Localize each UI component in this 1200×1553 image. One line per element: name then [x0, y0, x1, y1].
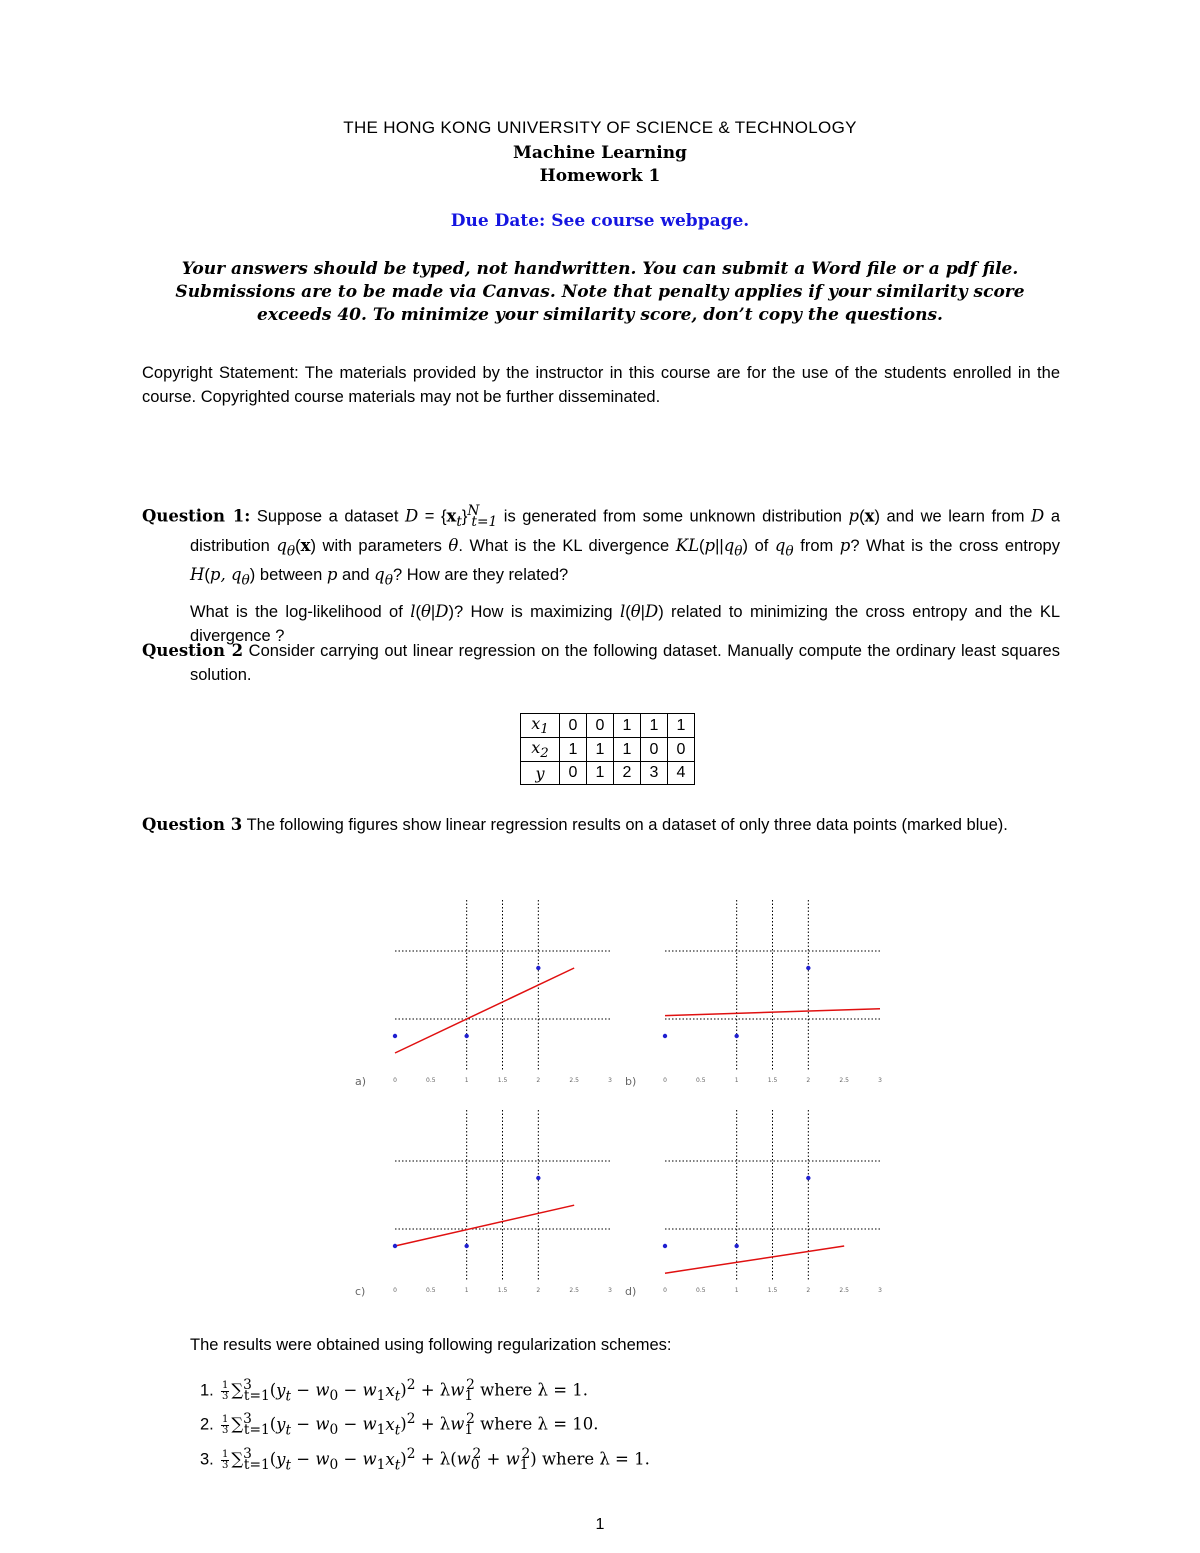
x-tick-label: 1.5 [497, 1287, 508, 1294]
table-cell: 1 [614, 738, 641, 762]
table-cell: 1 [668, 714, 695, 738]
data-point [464, 1244, 468, 1248]
regression-line [395, 968, 574, 1053]
x-tick-label: 0.5 [426, 1287, 436, 1294]
q2-text: Consider carrying out linear regression on the following dataset. Manually compute the ordinary least squares solution. [190, 642, 1060, 684]
data-point [536, 1176, 540, 1180]
table-cell: 3 [641, 762, 668, 785]
data-point [806, 1176, 810, 1180]
results-intro: The results were obtained using following regularization schemes: [190, 1336, 672, 1354]
data-point [734, 1034, 738, 1038]
data-point [806, 966, 810, 970]
q1-text: from [800, 536, 834, 555]
panel-label: a) [355, 1075, 367, 1088]
q3-text: The following figures show linear regression results on a dataset of only three data points (marked blue). [246, 816, 1008, 834]
x-tick-label: 3 [608, 1287, 612, 1294]
x-tick-label: 1 [464, 1077, 469, 1084]
instructions [0, 258, 1200, 327]
question-label: Question 1: [142, 506, 251, 526]
q1-text: ? What is the cross entropy [850, 536, 1060, 555]
question-2 [142, 639, 1060, 687]
q1-text: between [259, 566, 323, 585]
due-date: Due Date: See course webpage. [450, 211, 750, 231]
x-tick-label: 0 [393, 1077, 397, 1084]
regression-line [665, 1246, 844, 1273]
x-tick-label: 0 [393, 1287, 397, 1294]
row-header: y [521, 762, 560, 785]
table-cell: 1 [587, 762, 614, 785]
table-cell: 0 [560, 762, 587, 785]
table-cell: 1 [641, 714, 668, 738]
x-tick-label: 3 [878, 1287, 882, 1294]
regression-figures [340, 885, 900, 1305]
scheme-number: 2. [200, 1415, 214, 1434]
data-point [464, 1034, 468, 1038]
data-point [536, 966, 540, 970]
instruction-line: Your answers should be typed, not handwritten. You can submit a Word file or a pdf file. [181, 259, 1019, 279]
scheme-2: 2. $\frac{1}{3}$ $\sum^3_{t=1}(y_t - w_0 - w_1x_t)^2 + \lambda w_1^2$ where λ = 10. [200, 1411, 599, 1438]
q1-text: and [342, 566, 370, 585]
dataset-table [520, 713, 695, 785]
assignment-title: Homework 1 [539, 166, 661, 186]
scheme-number: 1. [200, 1381, 214, 1400]
question-1: Question 1: Suppose a dataset $D = \{x_t\}^N_{t=1}$ is generated from some unknown distribution p(x) and we learn from D a distribution $q_\theta(x)$ with parameters θ. What is the KL divergence $KL(p||q_\theta)$ of $q_\theta$ from p? What is the cross entropy H(p, $q_\theta$) between p and $q_\theta$? How are they related? What is the log-likelihood of l(θ|D)? How is maximizing l(θ|D) related to minimizing the cross entropy and the KL divergence ? [142, 503, 1060, 646]
x-tick-label: 2.5 [569, 1287, 579, 1294]
scheme-condition: where λ = 1. [480, 1380, 589, 1400]
q1-text: and we learn from [886, 507, 1025, 526]
q1-text: with parameters [322, 536, 442, 555]
x-tick-label: 2.5 [839, 1077, 849, 1084]
x-tick-label: 0.5 [696, 1077, 706, 1084]
x-tick-label: 1.5 [767, 1077, 778, 1084]
panel-label: d) [625, 1285, 637, 1298]
x-tick-label: 1.5 [497, 1077, 508, 1084]
scheme-condition: where λ = 1. [541, 1449, 650, 1469]
table-cell: 0 [587, 714, 614, 738]
x-tick-label: 3 [608, 1077, 612, 1084]
table-cell: 1 [587, 738, 614, 762]
q1-text: . What is the KL divergence [458, 536, 670, 555]
q1-text: ? How is maximizing [453, 603, 613, 622]
regression-line [395, 1205, 574, 1246]
scheme-condition: where λ = 10. [480, 1414, 599, 1434]
x-tick-label: 0 [663, 1077, 667, 1084]
q1-text: is generated from some unknown distribution [503, 507, 842, 526]
scheme-3: 3. $\frac{1}{3}$ $\sum^3_{t=1}(y_t - w_0 - w_1x_t)^2 + \lambda(w_0^2 + w_1^2)$ where λ = 1. [200, 1446, 650, 1473]
table-cell: 0 [641, 738, 668, 762]
q1-text: related to minimizing the cross entropy and the KL divergence ? [190, 603, 1060, 646]
table-cell: 4 [668, 762, 695, 785]
instruction-line: exceeds 40. To minimize your similarity score, don’t copy the questions. [257, 305, 943, 325]
panel-label: c) [355, 1285, 366, 1298]
x-tick-label: 2 [536, 1287, 541, 1294]
row-header: $x_1$ [521, 714, 560, 738]
panel-label: b) [625, 1075, 637, 1088]
question-3 [142, 813, 1060, 837]
question-label: Question 2 [142, 641, 244, 660]
q1-text: Suppose a dataset [256, 507, 399, 526]
question-label: Question 3 [142, 815, 243, 834]
x-tick-label: 0 [663, 1287, 667, 1294]
table-cell: 1 [614, 714, 641, 738]
x-tick-label: 1 [734, 1287, 739, 1294]
q1-text: ? How are they related? [393, 566, 569, 585]
q1-text: What is the log-likelihood of [190, 603, 403, 622]
data-point [393, 1034, 397, 1038]
page-number: 1 [595, 1516, 605, 1533]
x-tick-label: 1 [734, 1077, 739, 1084]
x-tick-label: 3 [878, 1077, 882, 1084]
row-header: $x_2$ [521, 738, 560, 762]
x-tick-label: 2 [806, 1287, 811, 1294]
scheme-1: 1. $\frac{1}{3}$ $\sum^3_{t=1}(y_t - w_0 - w_1x_t)^2 + \lambda w_1^2$ where λ = 1. [200, 1377, 589, 1404]
q1-text: a distribution [190, 507, 1060, 555]
data-point [663, 1034, 667, 1038]
course-title: Machine Learning [513, 143, 687, 163]
table-cell: 0 [560, 714, 587, 738]
q1-text: of [754, 536, 769, 555]
x-tick-label: 2 [806, 1077, 811, 1084]
copyright-statement: Copyright Statement: The materials provided by the instructor in this course are for the use of the students enrolled in the course. Copyrighted course materials may not be further disseminated. [142, 364, 1060, 406]
table-cell: 1 [560, 738, 587, 762]
table-cell: 0 [668, 738, 695, 762]
data-point [393, 1244, 397, 1248]
data-point [663, 1244, 667, 1248]
x-tick-label: 1 [464, 1287, 469, 1294]
x-tick-label: 2.5 [839, 1287, 849, 1294]
x-tick-label: 0.5 [426, 1077, 436, 1084]
table-row [521, 762, 695, 785]
table-cell: 2 [614, 762, 641, 785]
instruction-line: Submissions are to be made via Canvas. Note that penalty applies if your similarity score [175, 282, 1025, 302]
scheme-number: 3. [200, 1450, 214, 1469]
x-tick-label: 0.5 [696, 1287, 706, 1294]
x-tick-label: 1.5 [767, 1287, 778, 1294]
table-row [521, 714, 695, 738]
x-tick-label: 2 [536, 1077, 541, 1084]
data-point [734, 1244, 738, 1248]
x-tick-label: 2.5 [569, 1077, 579, 1084]
university-name: THE HONG KONG UNIVERSITY OF SCIENCE & TECHNOLOGY [343, 118, 857, 137]
table-row [521, 738, 695, 762]
